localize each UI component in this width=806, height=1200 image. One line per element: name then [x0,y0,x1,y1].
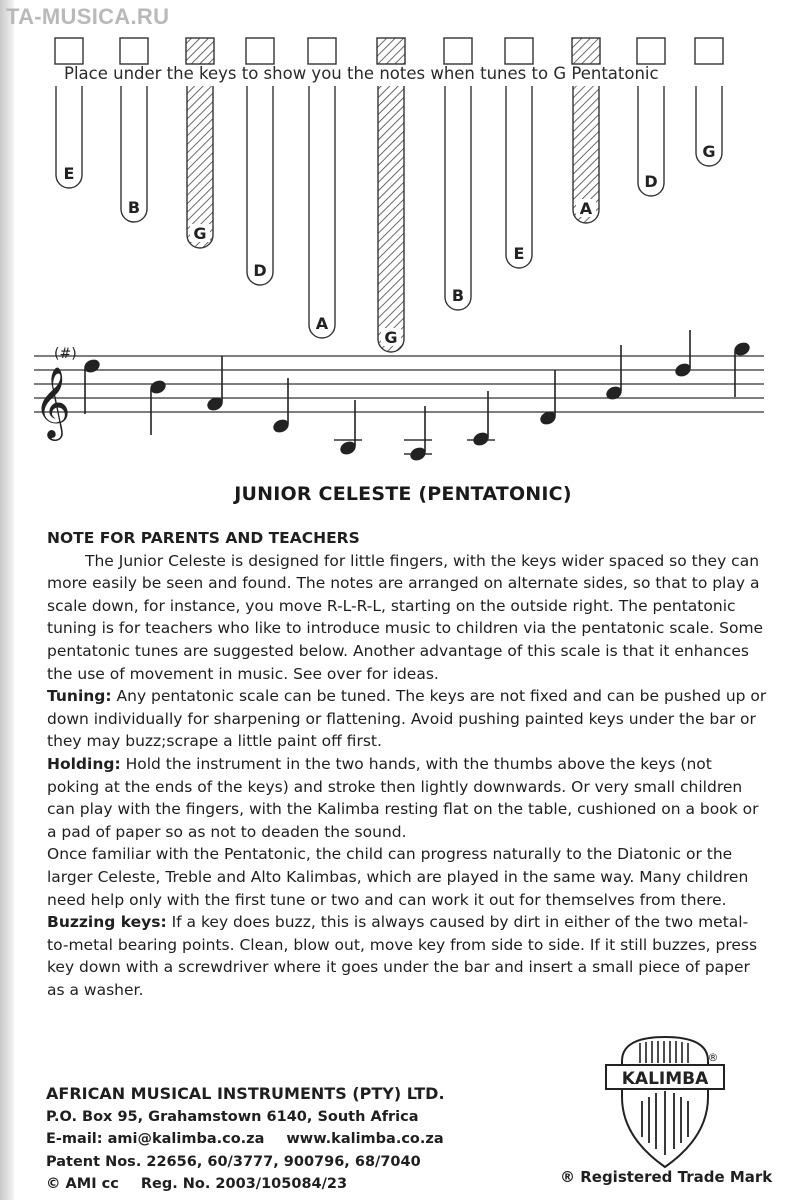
tuning-label: Tuning: [47,687,112,706]
holding-text: Hold the instrument in the two hands, with the thumbs above the keys (not poking at the ends of the keys) and stroke then lightly downwards. Or very small children can play with the fingers, with the Kalimba resting flat on the table, cushioned on a book or a pad of paper so as not to deaden the sound. [47,754,759,841]
email: E-mail: ami@kalimba.co.za [46,1131,265,1148]
key-note-label: E [513,244,525,263]
reg-number: Reg. No. 2003/105084/23 [140,1176,348,1193]
staff-note-4 [271,378,291,435]
kalimba-key-6 [377,38,405,352]
staff-note-2 [148,378,168,435]
intro-paragraph: The Junior Celeste is designed for little fingers, with the keys wider spaced so they can more easily be seen and found. The notes are arranged on alternate sides, so that to play a scale down, for instance, you move R-L-R-L, starting on the outside right. The pentatonic tuning is for teachers who like to introduce music to children via the pentatonic scale. Some pentatonic tunes are suggested below. Another advantage of this scale is that it enhances the use of movement in music. See over for ideas. [47,551,764,683]
staff-note-11 [732,340,752,397]
registered-trademark: ® Registered Trade Mark [560,1168,773,1186]
section-heading: NOTE FOR PARENTS AND TEACHERS [47,529,360,547]
website: www.kalimba.co.za [286,1131,444,1148]
key-note-label: E [63,164,75,183]
holding-paragraph [47,753,767,843]
staff-note-1 [82,357,102,414]
key-note-label: B [451,286,465,305]
patents: Patent Nos. 22656, 60/3777, 900796, 68/7040 [46,1153,421,1170]
kalimba-key-diagram [0,0,806,360]
buzzing-text: If a key does buzz, this is always caused by dirt in either of the two metal-to-metal bearing points. Clean, blow out, move key from side to side. If it still buzzes, press key down with a screwdriver where it goes under the bar and insert a small piece of paper as a washer. [47,913,758,999]
key-note-label: A [315,314,329,333]
copyright: © AMI cc [46,1176,119,1193]
kalimba-key-1 [55,38,83,188]
holding-label: Holding: [47,754,121,773]
key-note-label: D [644,172,658,191]
registration-line [46,1173,516,1196]
key-note-label: B [127,198,141,217]
contact-line [46,1128,516,1151]
staff-note-9 [604,345,624,402]
logo-text: KALIMBA [621,1069,709,1089]
company-name: AFRICAN MUSICAL INSTRUMENTS (PTY) LTD. [46,1084,445,1103]
watermark: TA-MUSICA.RU [6,4,170,29]
kalimba-key-10 [637,38,665,196]
address: P.O. Box 95, Grahamstown 6140, South Africa [46,1108,419,1125]
page-title: JUNIOR CELESTE (PENTATONIC) [234,483,572,505]
key-note-label: D [253,261,267,280]
key-note-label: G [193,224,207,243]
tuning-text: Any pentatonic scale can be tuned. The keys are not fixed and can be pushed up or down individually for sharpening or flattening. Avoid pushing painted keys under the bar or they may buzz;scrape a little paint off first. [47,687,767,751]
logo-reg-mark: ® [707,1051,719,1064]
staff-note-5 [334,400,362,457]
kalimba-key-11 [695,38,723,166]
music-staff [0,330,806,470]
key-note-label: G [702,142,716,161]
instruction-text: Place under the keys to show you the notes when tunes to G Pentatonic [64,64,659,83]
familiar-paragraph: Once familiar with the Pentatonic, the child can progress naturally to the Diatonic or the larger Celeste, Treble and Alto Kalimbas, which are played in the same way. Many children need help only with the first tune or two and can work it out for themselves from there. [47,845,749,909]
staff-note-10 [673,330,693,379]
footer [46,1083,516,1196]
kalimba-logo [600,1035,730,1170]
key-signature: (#) [54,346,77,362]
buzzing-label: Buzzing keys: [47,913,167,932]
kalimba-key-5 [308,38,336,338]
tuning-paragraph [47,685,767,753]
key-note-label: A [579,199,593,218]
staff-note-7 [467,391,495,448]
staff-note-6 [404,406,432,463]
buzzing-paragraph [47,911,767,1001]
treble-clef-icon: 𝄞 [34,365,71,438]
instructions-body [47,527,767,1001]
key-note-label: G [384,328,398,347]
